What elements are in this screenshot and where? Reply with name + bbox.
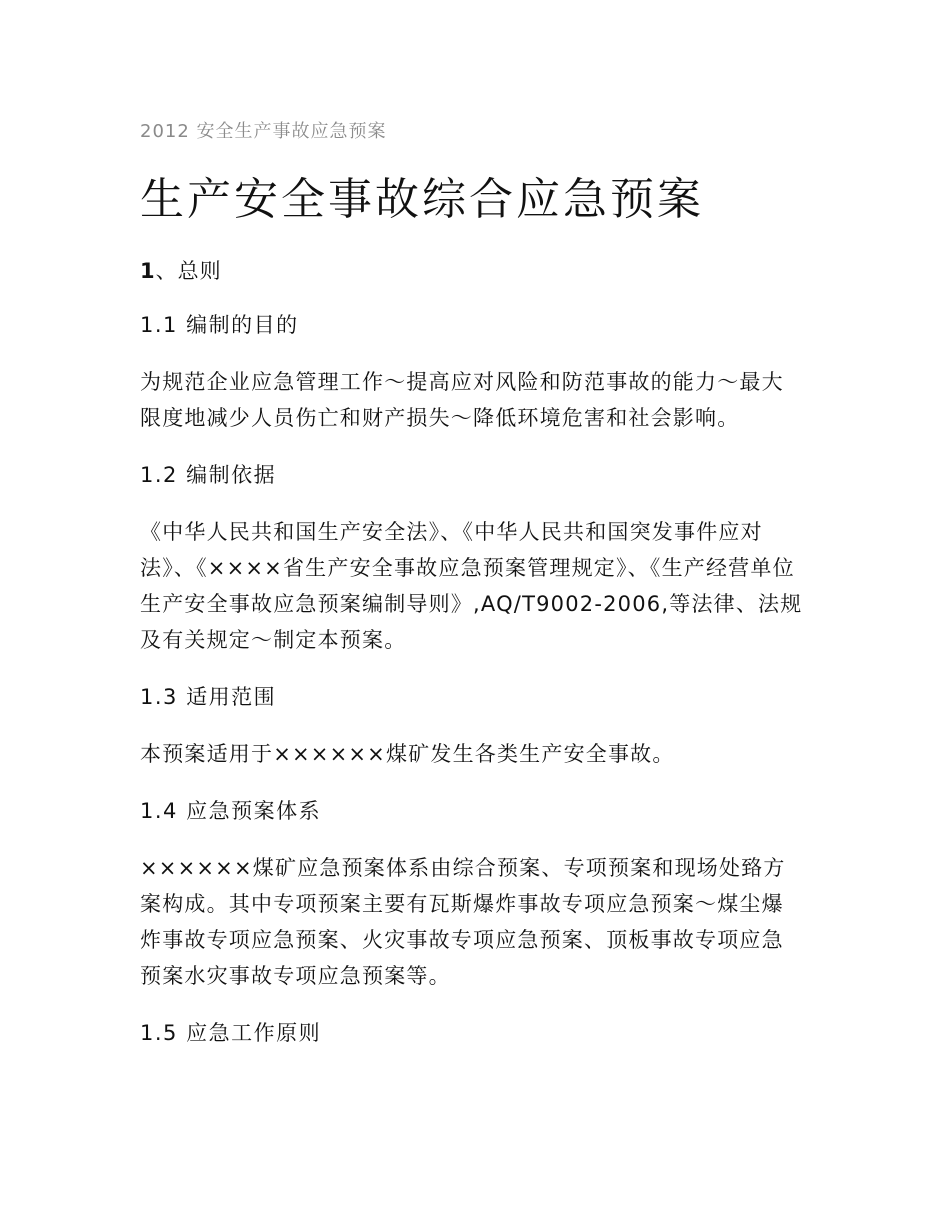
section-1-1-heading: 1.1 编制的目的 [140, 313, 299, 337]
section-1-5-heading: 1.5 应急工作原则 [140, 1021, 322, 1045]
document-header: 2012 安全生产事故应急预案 [140, 121, 387, 142]
section-1-label: 、总则 [155, 259, 222, 283]
section-1-4-heading: 1.4 应急预案体系 [140, 799, 322, 823]
section-1-1-body: 为规范企业应急管理工作～提高应对风险和防范事故的能力～最大限度地减少人员伤亡和财产损失～降低环境危害和社会影响。 [140, 370, 784, 430]
section-1-heading [140, 256, 810, 286]
section-1-number: 1 [140, 259, 156, 283]
section-1-3-body: 本预案适用于××××××煤矿发生各类生产安全事故。 [140, 742, 675, 766]
section-1-2-body: 《中华人民共和国生产安全法》、《中华人民共和国突发事件应对法》、《××××省生产安全事故应急预案管理规定》、《生产经营单位生产安全事故应急预案编制导则》,AQ/T9002-2006,等法律、法规及有关规定～制定本预案。 [140, 520, 803, 652]
section-1-4-body: ××××××煤矿应急预案体系由综合预案、专项预案和现场处臵方案构成。其中专项预案主要有瓦斯爆炸事故专项应急预案～煤尘爆炸事故专项应急预案、火灾事故专项应急预案、顶板事故专项应急预案水灾事故专项应急预案等。 [140, 856, 786, 988]
section-1-3-heading: 1.3 适用范围 [140, 685, 277, 709]
document-title: 生产安全事故综合应急预案 [140, 174, 704, 225]
section-1-2-heading: 1.2 编制依据 [140, 463, 277, 487]
